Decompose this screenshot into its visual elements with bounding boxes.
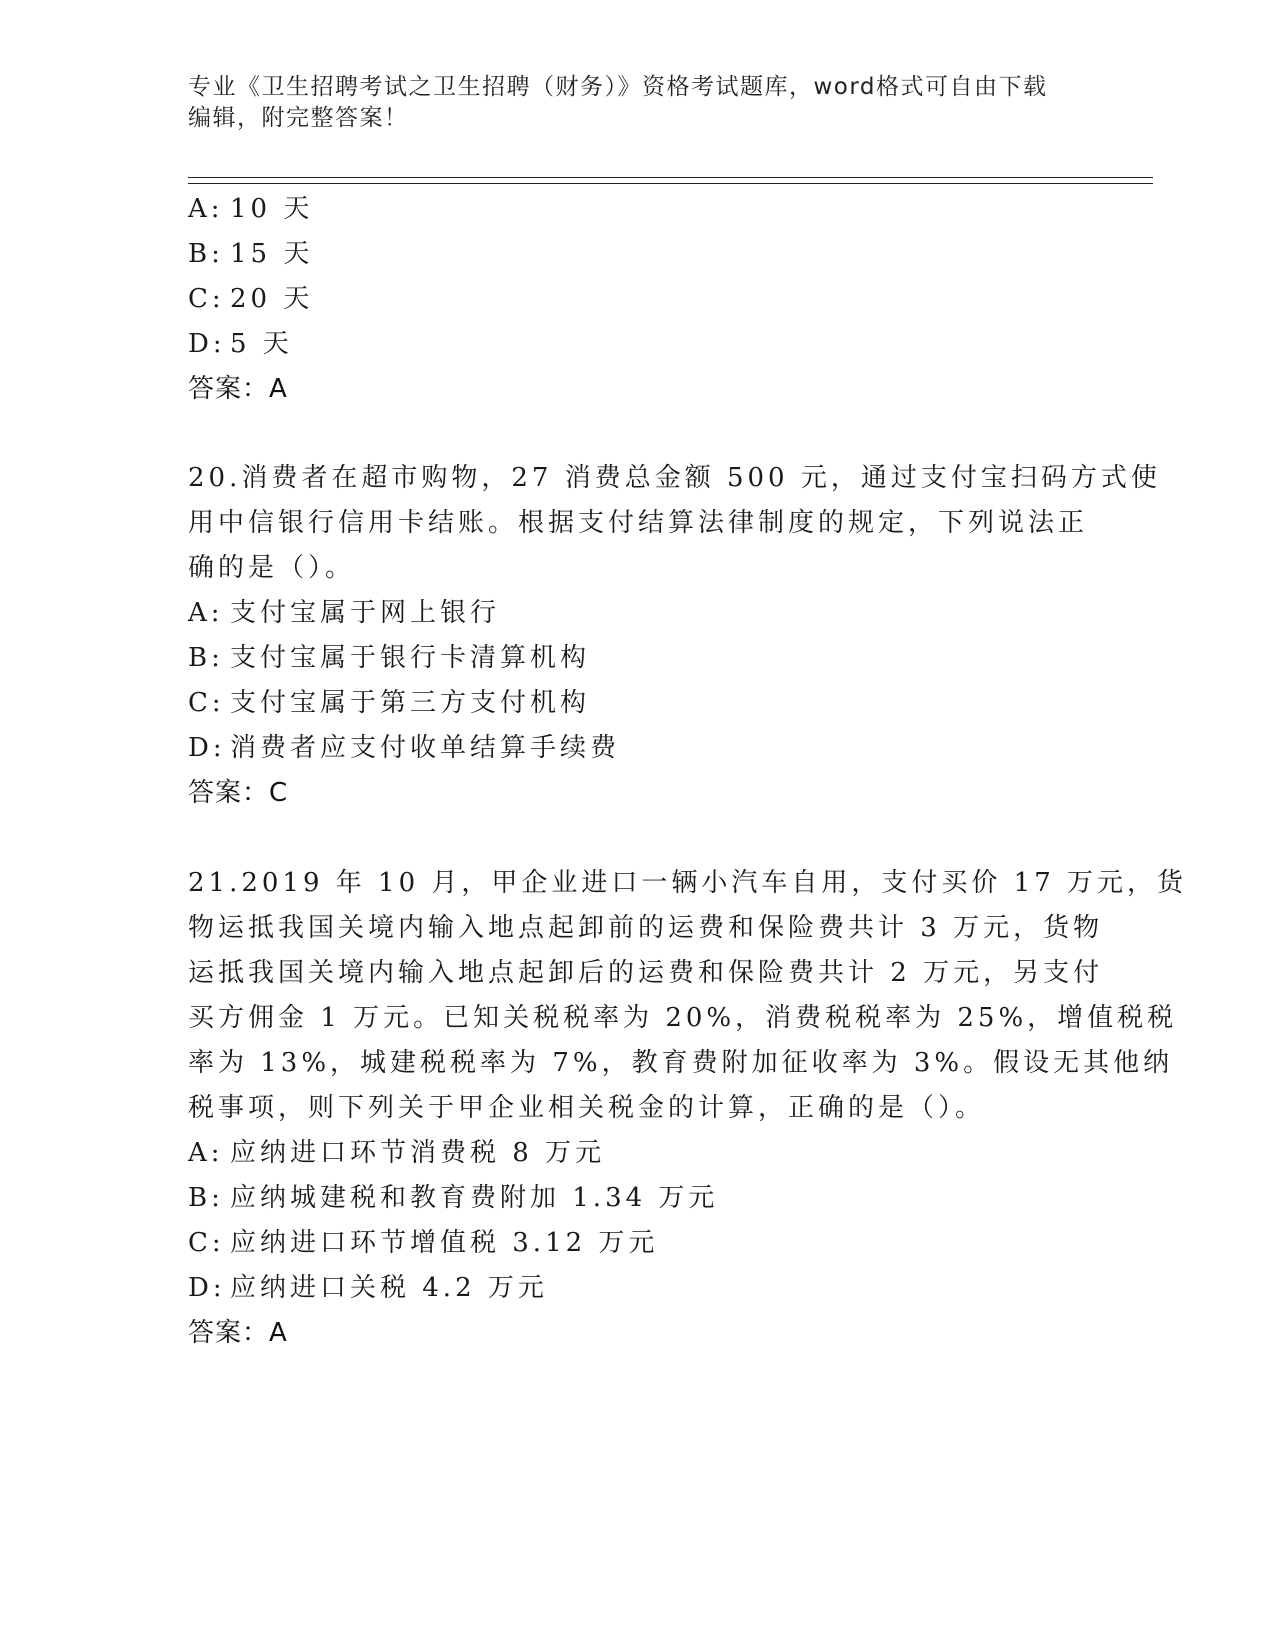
document-header: [188, 72, 1068, 134]
q19-option-d: D: 5 天: [188, 329, 293, 359]
header-divider-bottom: [188, 183, 1153, 184]
q19-option-b: B: 15 天: [188, 239, 314, 269]
q20-answer: 答案：C: [188, 778, 289, 808]
q21-stem-line-2: 物运抵我国关境内输入地点起卸前的运费和保险费共计 3 万元，货物: [188, 913, 1104, 943]
q20-option-a: A: 支付宝属于网上银行: [188, 598, 501, 628]
q21-option-a: A: 应纳进口环节消费税 8 万元: [188, 1138, 606, 1168]
q21-option-d: D: 应纳进口关税 4.2 万元: [188, 1273, 548, 1303]
q21-stem-line-4: 买方佣金 1 万元。已知关税税率为 20%，消费税税率为 25%，增值税税: [188, 1003, 1178, 1033]
q21-stem-line-5: 率为 13%，城建税税率为 7%，教育费附加征收率为 3%。假设无其他纳: [188, 1048, 1174, 1078]
q20-option-b: B: 支付宝属于银行卡清算机构: [188, 643, 591, 673]
q20-option-d: D: 消费者应支付收单结算手续费: [188, 733, 621, 763]
q21-stem-line-1: 21.2019 年 10 月，甲企业进口一辆小汽车自用，支付买价 17 万元，货: [188, 868, 1188, 898]
q19-answer: 答案：A: [188, 374, 288, 404]
q21-answer: 答案：A: [188, 1318, 288, 1348]
q20-stem-line-1: 20.消费者在超市购物，27 消费总金额 500 元，通过支付宝扫码方式使: [188, 463, 1161, 493]
header-line-1: 专业《卫生招聘考试之卫生招聘（财务）》资格考试题库，word格式可自由下载: [188, 74, 1048, 100]
header-divider-top: [188, 177, 1153, 178]
q21-stem-line-3: 运抵我国关境内输入地点起卸后的运费和保险费共计 2 万元，另支付: [188, 958, 1104, 988]
q19-option-a: A: 10 天: [188, 194, 314, 224]
q21-stem-line-6: 税事项，则下列关于甲企业相关税金的计算，正确的是（）。: [188, 1093, 986, 1123]
q20-stem-line-2: 用中信银行信用卡结账。根据支付结算法律制度的规定，下列说法正: [188, 508, 1089, 538]
header-line-2: 编辑，附完整答案！: [188, 105, 409, 131]
q21-option-b: B: 应纳城建税和教育费附加 1.34 万元: [188, 1183, 719, 1213]
q21-option-c: C: 应纳进口环节增值税 3.12 万元: [188, 1228, 659, 1258]
q20-option-c: C: 支付宝属于第三方支付机构: [188, 688, 591, 718]
q19-option-c: C: 20 天: [188, 284, 314, 314]
q20-stem-line-3: 确的是（）。: [188, 553, 356, 583]
